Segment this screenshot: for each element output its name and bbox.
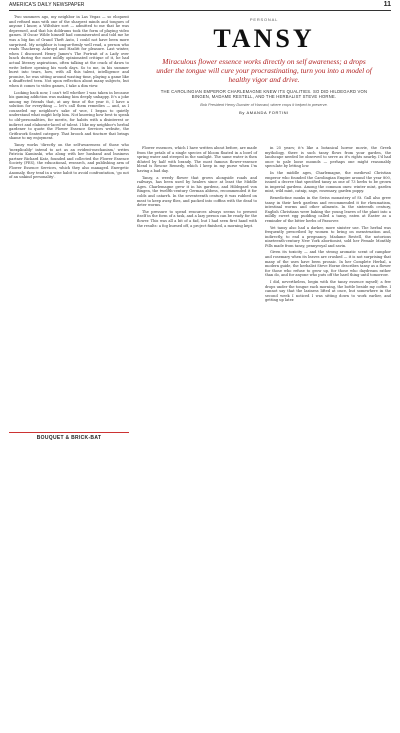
paragraph: Tansy works 'directly on the self-awareness of those who 'inexplicably' intend to act as an evident-mechanism,' writes Patricia Kaminski, who along with her husband and business partner Richard Katz, founded and collected the Flower Essence Society (FES), the educational, research, and publishing arm of Flower Essence Services, which they also managed. Energetic Anomaly, they tend in a wise habit to avoid confrontation, 'go not of an unkind personality'. xyxy=(9,143,129,180)
sidebar-title: BOUQUET & BRICK-BAT xyxy=(9,432,129,441)
page-header xyxy=(9,0,391,11)
paragraph: Looking back now, I can't tell whether I was taken in because his gaming addiction was making him deeply unhappy. It's a joke among my friends that, at any time of the year it, I have a solution for everything — let's call them remedies — and, as I counseled my neighbor's sake of woe, I began to quietly understand what might help him. Not knowing how best to speak to old-personalities, for merits, for habits with a disinterest or indirect and elaborate-laced of talent. I like my neighbor's herbal gardener to quote the Flower Essence Services website, the Grithwork Seated category. That brooch and tincture that brings shame to my enjoyment. xyxy=(9,90,129,141)
article-dek: Miraculous flower essence works directly on self awareness; a drops under the tongue will cure your procrastinating, turn you into a model of healthy vigor and drive. xyxy=(156,57,372,84)
author-byline: By AMANDA FORTINI xyxy=(239,110,289,116)
paragraph: Flower essences, which I have written about before, are made from the petals of a single species of bloom floated in a bowl of spring water and steeped in the sunlight. The same water is then diluted by half with brandy. The most famous flower-essence blend is Rescue Remedy, which I keep in my purse when I'm having a bad day. xyxy=(137,146,257,173)
paragraph: In the middle ages, Charlemagne, the medieval Christian emperor who founded the Carolingian Empire around the year 800, issued a decree that specified tansy as one of 73 herbs to be grown in imperial gardens. Among the common ones: winter mint, garden mint, wild mint, catnip, sage, rosemary, garden poppy. xyxy=(265,170,391,194)
paragraph: Tansy, a weedy flower that grows alongside roads and railways, has been used by healers since at least the Middle Ages. Charlemagne grew it in his gardens, and Hildegard von Bingen, the twelfth-century German abbess, recommended it for colds and catarrh. In the seventeenth century it was rubbed on meat to keep away flies, and packed into coffins with the dead to deter worms. xyxy=(137,175,257,208)
paragraph: in 25 years; it's like a botanical horror movie, the Greek mythology, there is such tansy flows from your garden, the landscape needed be observed to serve as it's rights nearby. I'd had once to pale loose mounds — perhaps one might reasonably speculate by letting low. xyxy=(265,146,391,169)
article-column-2 xyxy=(137,146,257,230)
page-number: 11 xyxy=(383,1,391,8)
photo-caption: Bob President Henry Dunster of Harvard, where crops it helped to preserve. xyxy=(200,103,328,108)
paragraph: Given its toxicity — and the strong aromatic scent of camphor and rosemary when its leaves are crushed — it is not surprising that many of the uses have been prosaic. In her Complete Herbal, a modern guide, the herbalist Steve Horne describes tansy as a flower for those who refuse to grow up, for those who daydream rather than do, and for anyone who puts off the hard thing until tomorrow. xyxy=(265,250,391,278)
paragraph: The pressure to spend resources always seems to present itself in the form of a task, and a lazy person can be ready for the flower. This was all a bit of a fad, but I had seen first hand with the results: a fog burned off, a project finished, a morning kept. xyxy=(137,209,257,228)
paragraph: Two summers ago, my neighbor in Las Vegas — so eloquent and refined man with one of the sharpest minds and tongues of anyone I know, a Wiltshire sort — admitted to me that he was depressed, and that his doldrums took the form of playing video games. If Oscar Wilde himself had commiserated and told me he was a big fan of Grand Theft Auto, I could not have been more surprised. My neighbor is tongue-firmly well read, a person who reads Thackeray, Ackroyd and Hazlitt for pleasure. Last winter, when I discussed Henry James's The Portrait of a Lady over lunch during the most mildly opinionated critique of it, he had actual literary aspirations, often talking at the crack of dawn to write before opening his work days. So to me, in his summer burst into tears, how, with all this talent, intelligence and promise, he was sitting around wasting time, playing a game like a disaffected teen. Not upon reflection about many subjects, but when it comes to video games, I take a dim view. xyxy=(9,15,129,88)
article-title: TANSY xyxy=(213,24,315,53)
article-header xyxy=(137,15,391,141)
article-column-3 xyxy=(265,146,391,305)
paragraph: Yet tansy also had a darker, more sinister use. The herbal was frequently prescribed by women to bring on menstruation and, indirectly, to end a pregnancy. Madame Restell, the notorious nineteenth-century New York abortionist, sold her Female Monthly Pills made from tansy, pennyroyal and savin. xyxy=(265,225,391,248)
section-label: PERSONAL xyxy=(249,17,279,22)
article-subhead: THE CAROLINGIAN EMPEROR CHARLEMAGNE KNEW ITS QUALITIES. SO DID HILDEGARD VON BINGEN, MADAME RESTELL, AND THE HERBALIST STEVE HORNE. xyxy=(160,89,368,100)
newspaper-name: AMERICA'S DAILY NEWSPAPER xyxy=(9,2,85,8)
paragraph: I did, nevertheless, begin with the tansy essence myself; a few drops under the tongue each morning, the bottle beside my coffee. I cannot say that the laziness lifted at once, but somewhere in the second week I noticed I was sitting down to work earlier, and getting up later. xyxy=(265,280,391,303)
paragraph: Benedictine monks in the Swiss monastery of St. Gall also grew tansy in their herb gardens and recommended it for rheumatism, intestinal worms and other ailments. In the sixteenth century, English Christians were baking the young leaves of the plant into a mildly sweet egg pudding called a tansy, eaten at Easter as a reminder of the bitter herbs of Passover. xyxy=(265,195,391,223)
article-column-1 xyxy=(9,15,129,182)
